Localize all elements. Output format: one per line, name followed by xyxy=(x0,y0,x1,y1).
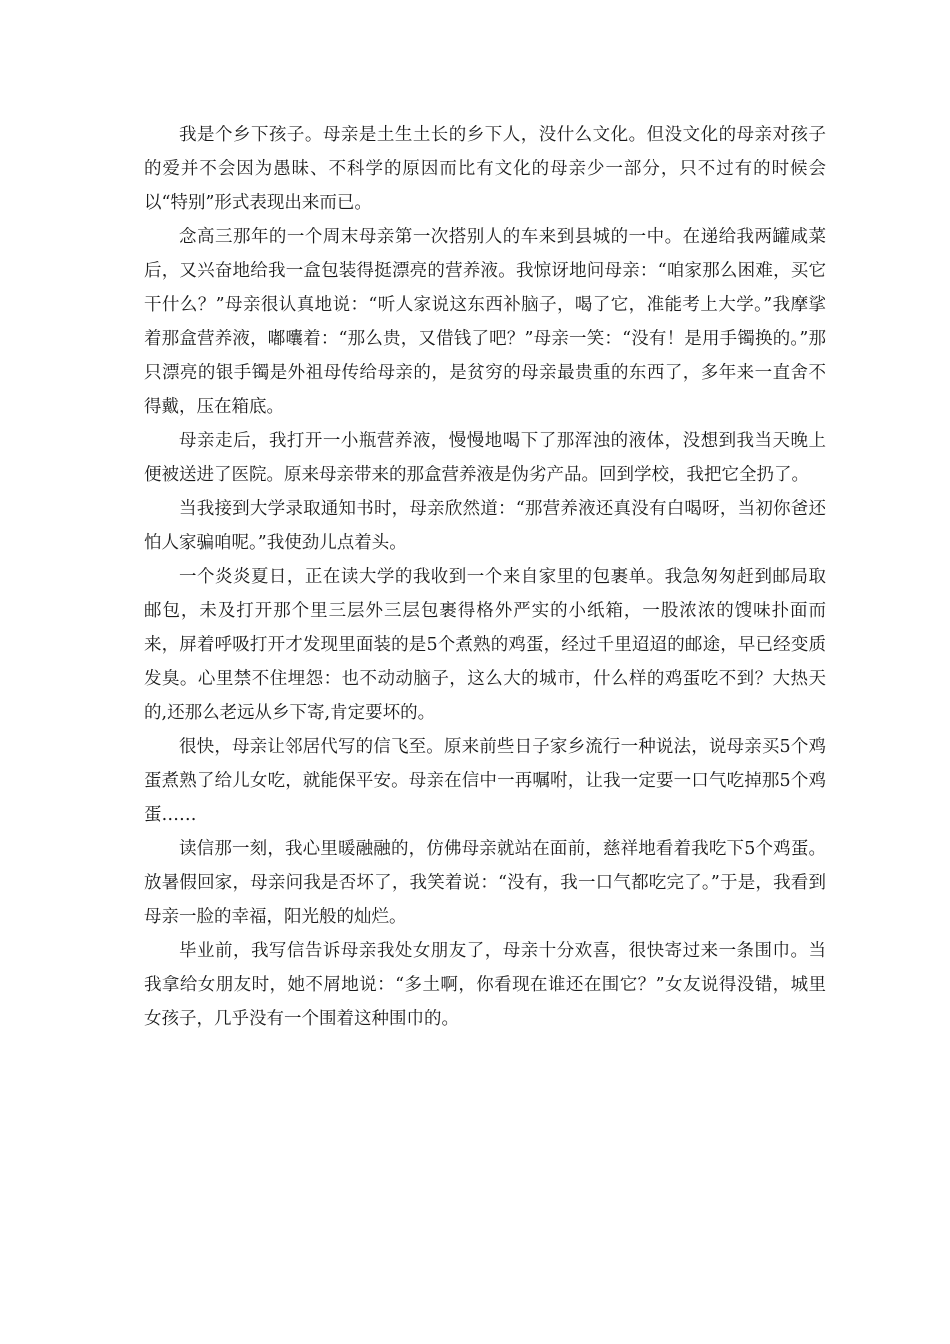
paragraph-8: 毕业前，我写信告诉母亲我处女朋友了，母亲十分欢喜，很快寄过来一条围巾。当我拿给女朋友时，她不屑地说：“多土啊，你看现在谁还在围它？”女友说得没错，城里女孩子，几乎没有一个围着这种围巾的。 xyxy=(144,941,826,1029)
paragraph-4: 当我接到大学录取通知书时，母亲欣然道：“那营养液还真没有白喝呀，当初你爸还怕人家骗咱呢。”我使劲儿点着头。 xyxy=(144,499,826,553)
paragraph-5: 一个炎炎夏日，正在读大学的我收到一个来自家里的包裹单。我急匆匆赶到邮局取邮包，未及打开那个里三层外三层包裹得格外严实的小纸箱，一股浓浓的馊味扑面而来，屏着呼吸打开才发现里面装的是5个煮熟的鸡蛋，经过千里迢迢的邮途，早已经变质发臭。心里禁不住埋怨：也不动动脑子，这么大的城市，什么样的鸡蛋吃不到？大热天的,还那么老远从乡下寄,肯定要坏的。 xyxy=(144,567,826,723)
paragraph-7: 读信那一刻，我心里暖融融的，仿佛母亲就站在面前，慈祥地看着我吃下5个鸡蛋。放暑假回家，母亲问我是否坏了，我笑着说：“没有，我一口气都吃完了。”于是，我看到母亲一脸的幸福，阳光般的灿烂。 xyxy=(144,839,826,927)
paragraph-1: 我是个乡下孩子。母亲是土生土长的乡下人，没什么文化。但没文化的母亲对孩子的爱并不会因为愚昧、不科学的原因而比有文化的母亲少一部分，只不过有的时候会以“特别”形式表现出来而已。 xyxy=(144,125,826,213)
paragraph-3: 母亲走后，我打开一小瓶营养液，慢慢地喝下了那浑浊的液体，没想到我当天晚上便被送进了医院。原来母亲带来的那盒营养液是伪劣产品。回到学校，我把它全扔了。 xyxy=(144,431,826,485)
article-body xyxy=(144,118,826,1036)
paragraph-2: 念高三那年的一个周末母亲第一次搭别人的车来到县城的一中。在递给我两罐咸菜后，又兴奋地给我一盒包装得挺漂亮的营养液。我惊讶地问母亲：“咱家那么困难，买它干什么？”母亲很认真地说：“听人家说这东西补脑子，喝了它，准能考上大学。”我摩挲着那盒营养液，嘟囔着：“那么贵，又借钱了吧？”母亲一笑：“没有！是用手镯换的。”那只漂亮的银手镯是外祖母传给母亲的，是贫穷的母亲最贵重的东西了，多年来一直舍不得戴，压在箱底。 xyxy=(144,227,826,417)
paragraph-6: 很快，母亲让邻居代写的信飞至。原来前些日子家乡流行一种说法，说母亲买5个鸡蛋煮熟了给儿女吃，就能保平安。母亲在信中一再嘱咐，让我一定要一口气吃掉那5个鸡蛋…… xyxy=(144,737,826,825)
